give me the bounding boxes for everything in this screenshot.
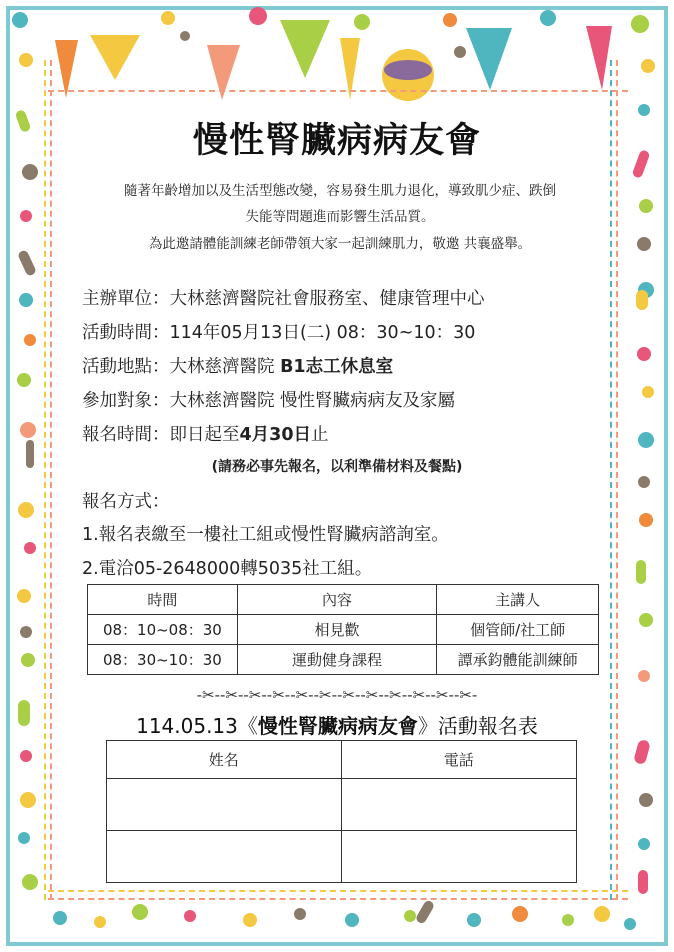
name-cell[interactable] <box>107 779 342 831</box>
table-row <box>107 831 577 883</box>
header-speaker: 主講人 <box>437 585 599 615</box>
method-label: 報名方式： <box>82 492 170 512</box>
phone-cell[interactable] <box>341 831 577 883</box>
schedule-content: 運動健身課程 <box>237 645 437 675</box>
table-row <box>88 645 599 675</box>
method-item-1: 1.報名表繳至一樓社工組或慢性腎臟病諮詢室。 <box>82 525 449 545</box>
time-value: 114年05月13日(二) 08：30~10：30 <box>169 323 476 343</box>
organizer-label: 主辦單位： <box>82 289 170 309</box>
place-room: B1志工休息室 <box>280 357 394 377</box>
form-title-event: 慢性腎臟病病友會 <box>257 714 418 738</box>
registration-note: (請務必事先報名，以利準備材料及餐點) <box>211 459 463 475</box>
place-value: 大林慈濟醫院 <box>169 357 281 377</box>
table-row <box>88 615 599 645</box>
schedule-content: 相見歡 <box>237 615 437 645</box>
table-row <box>107 779 577 831</box>
form-title-suffix: 》活動報名表 <box>417 714 538 738</box>
time-row <box>82 319 475 344</box>
signup-time-prefix: 即日起至 <box>169 425 240 445</box>
method-item-2: 2.電洽05-2648000轉5035社工組。 <box>82 559 373 579</box>
cut-line: -✂--✂--✂--✂--✂--✂--✂--✂--✂--✂--✂--✂- <box>196 686 478 704</box>
target-value: 大林慈濟醫院 慢性腎臟病病友及家屬 <box>169 391 456 411</box>
target-label: 參加對象： <box>82 391 170 411</box>
time-label: 活動時間： <box>82 323 170 343</box>
header-time: 時間 <box>88 585 238 615</box>
organizer-value: 大林慈濟醫院社會服務室、健康管理中心 <box>169 289 485 309</box>
schedule-time: 08：10~08：30 <box>88 615 238 645</box>
table-header-row <box>107 741 577 779</box>
place-row <box>82 353 393 378</box>
organizer-row <box>82 285 485 310</box>
target-row <box>82 387 455 412</box>
schedule-time: 08：30~10：30 <box>88 645 238 675</box>
phone-cell[interactable] <box>341 779 577 831</box>
header-name: 姓名 <box>107 741 342 779</box>
signup-time-row <box>82 421 329 446</box>
table-header-row <box>88 585 599 615</box>
intro-line-1: 隨著年齡增加以及生活型態改變，容易發生肌力退化，導致肌少症、跌倒 <box>124 183 556 199</box>
header-content: 內容 <box>237 585 437 615</box>
form-title <box>0 710 674 739</box>
signup-time-label: 報名時間： <box>82 425 170 445</box>
page-title: 慢性腎臟病病友會 <box>192 121 481 161</box>
place-label: 活動地點： <box>82 357 170 377</box>
signup-deadline: 4月30日 <box>239 425 312 445</box>
name-cell[interactable] <box>107 831 342 883</box>
schedule-table <box>87 584 599 675</box>
form-title-date: 114.05.13《 <box>136 714 258 738</box>
intro-line-2: 失能等問題進而影響生活品質。 <box>245 209 435 225</box>
header-phone: 電話 <box>341 741 577 779</box>
schedule-speaker: 個管師/社工師 <box>437 615 599 645</box>
signup-time-suffix: 止 <box>311 425 329 445</box>
schedule-speaker: 譚承鈞體能訓練師 <box>437 645 599 675</box>
registration-table <box>106 740 577 883</box>
intro-line-3: 為此邀請體能訓練老師帶領大家一起訓練肌力，敬邀 共襄盛舉。 <box>148 236 532 252</box>
